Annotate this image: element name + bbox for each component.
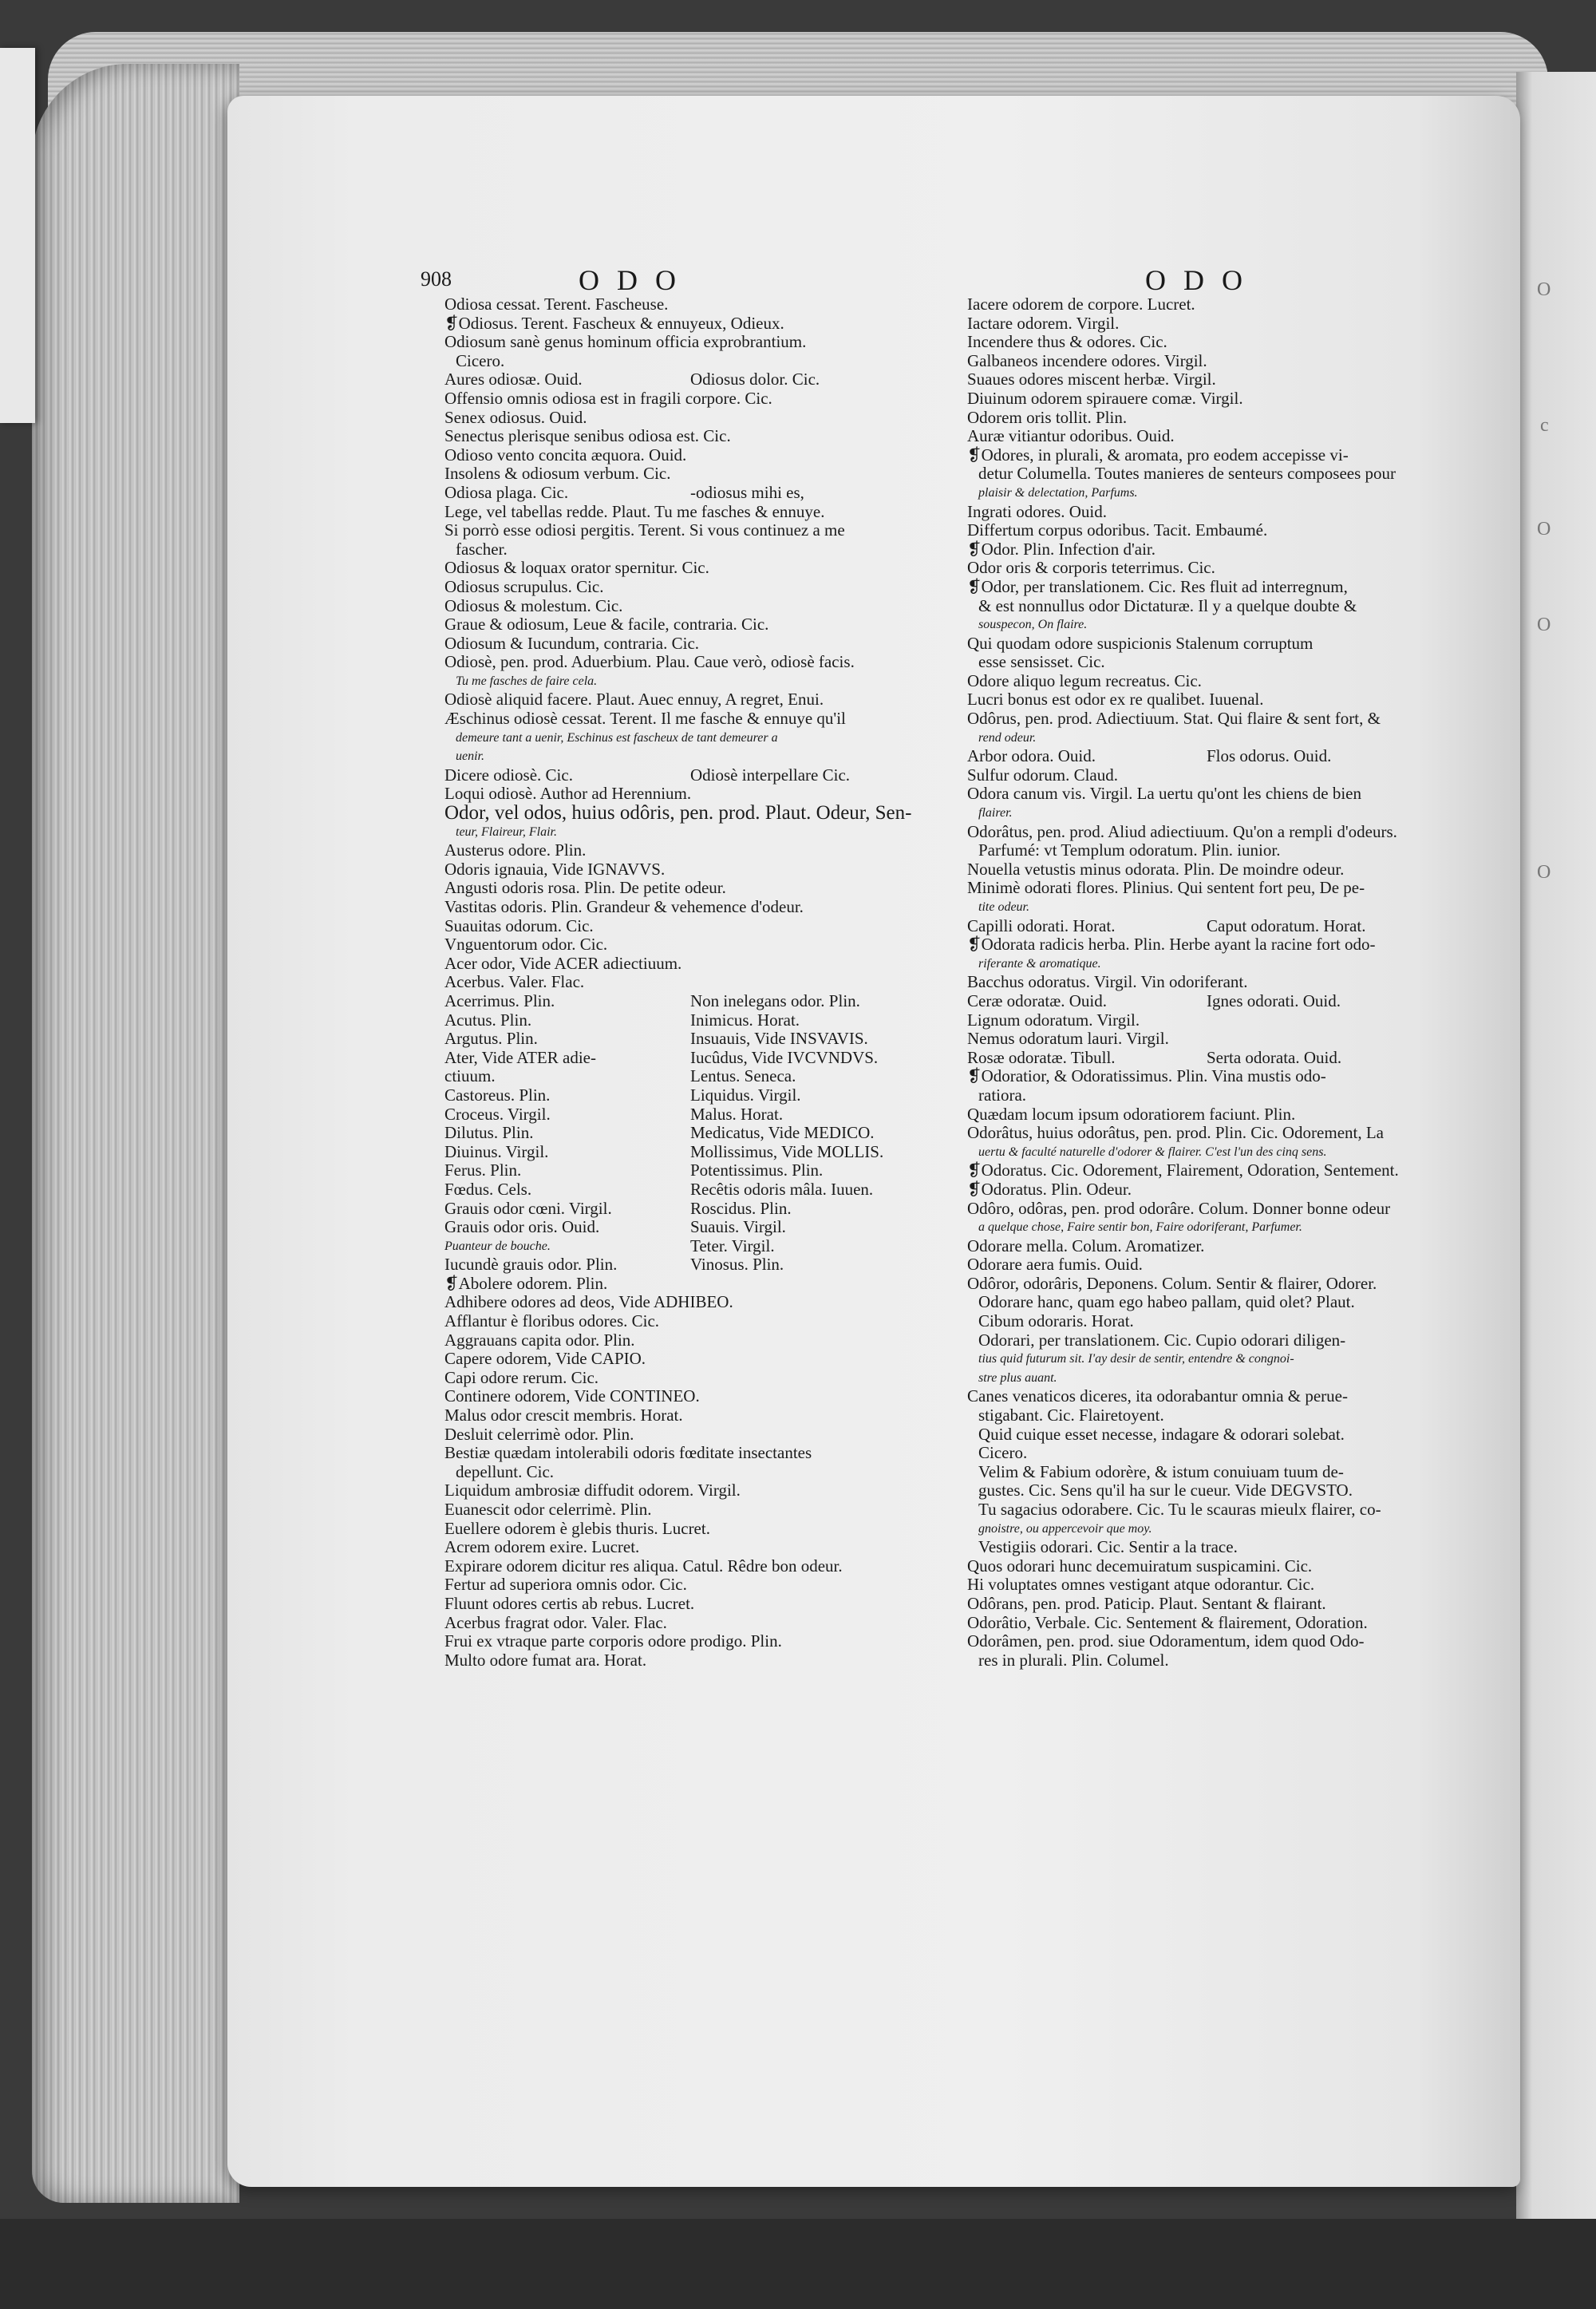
- epithet-row: [444, 1237, 923, 1256]
- entry-line: Velim & Fabium odorère, & istum conuiuam tuum de-: [978, 1461, 1344, 1481]
- entry-line: Cicero.: [456, 350, 505, 370]
- entry-line: ❡Odores, in plurali, & aromata, pro eodem accepisse vi-: [967, 445, 1349, 465]
- entry-pair: [444, 370, 923, 389]
- entry-line: Malus odor crescit membris. Horat.: [444, 1406, 683, 1425]
- entry-line: Odiosus & molestum. Cic.: [444, 595, 623, 615]
- entry-line: Austerus odore. Plin.: [444, 840, 587, 860]
- epithet: Castoreus. Plin.: [444, 1085, 551, 1105]
- entry-line: Vestigiis odorari. Cic. Sentir a la trace.: [978, 1537, 1238, 1557]
- entry-line: Odôror, odorâris, Deponens. Colum. Sentir & flairer, Odorer.: [967, 1273, 1377, 1293]
- entry-line: souspecon, On flaire.: [978, 618, 1088, 632]
- facing-letter: O: [1537, 279, 1551, 300]
- entry-text: Ceræ odoratæ. Ouid.: [967, 990, 1107, 1010]
- entry-line: Odorari, per translationem. Cic. Cupio odorari diligen-: [978, 1330, 1346, 1350]
- epithet: Recêtis odoris mâla. Iuuen.: [690, 1179, 874, 1199]
- entry-line: Odiosum & Iucundum, contraria. Cic.: [444, 633, 700, 653]
- epithet: Lentus. Seneca.: [690, 1066, 796, 1086]
- entry-line: Odiosè aliquid facere. Plaut. Auec ennuy, A regret, Enui.: [444, 690, 824, 710]
- entry-line: Minimè odorati flores. Plinius. Qui sentent fort peu, De pe-: [967, 878, 1365, 898]
- facing-page: [1516, 72, 1596, 2243]
- entry-line: Vastitas odoris. Plin. Grandeur & vehemence d'odeur.: [444, 897, 804, 916]
- facing-letter: O: [1537, 519, 1551, 540]
- entry-line: Liquidum ambrosiæ diffudit odorem. Virgil.: [444, 1481, 741, 1500]
- entry-line: Odorâtus, huius odorâtus, pen. prod. Plin. Cic. Odorement, La: [967, 1123, 1385, 1143]
- entry-line: Odor oris & corporis teterrimus. Cic.: [967, 558, 1215, 578]
- entry-line: Odiosus scrupulus. Cic.: [444, 576, 604, 596]
- entry-line: Odorare hanc, quam ego habeo pallam, quid olet? Plaut.: [978, 1292, 1355, 1312]
- left-paper-flap: [0, 48, 35, 423]
- entry-pair: [967, 747, 1454, 766]
- entry-text: Aures odiosæ. Ouid.: [444, 370, 583, 389]
- epithet: Roscidus. Plin.: [690, 1198, 792, 1218]
- entry-text: Odiosè interpellare Cic.: [690, 765, 851, 785]
- entry-line: Adhibere odores ad deos, Vide ADHIBEO.: [444, 1292, 733, 1312]
- facing-letter: O: [1537, 862, 1551, 883]
- entry-line: Auræ vitiantur odoribus. Ouid.: [967, 426, 1175, 446]
- entry-pair: [967, 917, 1454, 936]
- epithet: Dilutus. Plin.: [444, 1123, 534, 1143]
- entry-line: Odioso vento concita æquora. Ouid.: [444, 445, 687, 465]
- epithet-row: [444, 1030, 923, 1049]
- entry-line: Expirare odorem dicitur res aliqua. Catul. Rêdre bon odeur.: [444, 1556, 843, 1576]
- entry-line: Si porrò esse odiosi pergitis. Terent. Si vous continuez a me: [444, 520, 845, 540]
- background-strip: [0, 2219, 1596, 2309]
- epithet: Potentissimus. Plin.: [690, 1160, 824, 1180]
- entry-text: Arbor odora. Ouid.: [967, 746, 1096, 766]
- entry-line: Cibum odoraris. Horat.: [978, 1311, 1134, 1331]
- entry-line: Galbaneos incendere odores. Virgil.: [967, 350, 1207, 370]
- entry-line: detur Columella. Toutes manieres de senteurs composees pour: [978, 464, 1396, 484]
- entry-line: Senectus plerisque senibus odiosa est. Cic.: [444, 426, 731, 446]
- entry-text: Serta odorata. Ouid.: [1207, 1047, 1342, 1067]
- entry-line: Nemus odoratum lauri. Virgil.: [967, 1029, 1169, 1049]
- epithet: Liquidus. Virgil.: [690, 1085, 801, 1105]
- entry-line: stigabant. Cic. Flairetoyent.: [978, 1406, 1164, 1425]
- entry-line: Odiosum sanè genus hominum officia exprobrantium.: [444, 332, 807, 352]
- epithet-row: [444, 1161, 923, 1180]
- epithet: Ferus. Plin.: [444, 1160, 522, 1180]
- entry-text: Dicere odiosè. Cic.: [444, 765, 573, 785]
- epithet: Puanteur de bouche.: [444, 1239, 551, 1253]
- epithet: Medicatus, Vide MEDICO.: [690, 1123, 875, 1143]
- left-column: [444, 295, 923, 1670]
- headword-odor: Odor, vel odos, huius odôris, pen. prod. Plaut. Odeur, Sen-: [444, 802, 912, 824]
- entry-line: Acerbus fragrat odor. Valer. Flac.: [444, 1612, 667, 1632]
- entry-pair: [444, 484, 923, 503]
- entry-line: Loqui odiosè. Author ad Herennium.: [444, 784, 692, 804]
- entry-line: Vnguentorum odor. Cic.: [444, 935, 608, 955]
- entry-line: Odôro, odôras, pen. prod odorâre. Colum. Donner bonne odeur: [967, 1198, 1391, 1218]
- entry-line: Canes venaticos diceres, ita odorabantur omnia & perue-: [967, 1386, 1348, 1406]
- entry-line: Suaues odores miscent herbæ. Virgil.: [967, 370, 1216, 389]
- entry-line: Odorâtio, Verbale. Cic. Sentement & flairement, Odoration.: [967, 1612, 1368, 1632]
- running-head-left: ODO: [579, 264, 693, 296]
- entry-line: Lucri bonus est odor ex re qualibet. Iuuenal.: [967, 690, 1264, 710]
- entry-line: stre plus auant.: [978, 1370, 1057, 1385]
- epithet-row: [444, 1011, 923, 1030]
- entry-line: ❡Odoratior, & Odoratissimus. Plin. Vina mustis odo-: [967, 1066, 1326, 1086]
- epithet: Grauis odor oris. Ouid.: [444, 1217, 600, 1237]
- entry-line: Quos odorari hunc decemuiratum suspicamini. Cic.: [967, 1556, 1313, 1576]
- entry-line: uertu & faculté naturelle d'odorer & flairer. C'est l'un des cinq sens.: [978, 1145, 1327, 1159]
- entry-line: Quid cuique esset necesse, indagare & odorari solebat.: [978, 1424, 1345, 1444]
- facing-letter: O: [1537, 615, 1551, 635]
- epithet-row: [444, 1255, 923, 1275]
- entry-line: Odoris ignauia, Vide IGNAVVS.: [444, 859, 666, 879]
- epithet: Croceus. Virgil.: [444, 1104, 551, 1124]
- entry-line: Incendere thus & odores. Cic.: [967, 332, 1167, 352]
- right-column: [967, 295, 1454, 1670]
- entry-line: ❡Odor. Plin. Infection d'air.: [967, 539, 1156, 559]
- entry-line: Odore aliquo legum recreatus. Cic.: [967, 670, 1202, 690]
- entry-line: rend odeur.: [978, 730, 1037, 745]
- entry-line: Lege, vel tabellas redde. Plaut. Tu me fasches & ennuye.: [444, 501, 825, 521]
- entry-line: Nouella vetustis minus odorata. Plin. De moindre odeur.: [967, 859, 1345, 879]
- entry-line: Æschinus odiosè cessat. Terent. Il me fasche & ennuye qu'il: [444, 709, 846, 729]
- entry-line: ❡Abolere odorem. Plin.: [444, 1273, 608, 1293]
- entry-line: Bestiæ quædam intolerabili odoris fœditate insectantes: [444, 1443, 812, 1463]
- entry-line: ❡Odor, per translationem. Cic. Res fluit ad interregnum,: [967, 576, 1348, 596]
- entry-text: Caput odoratum. Horat.: [1207, 915, 1366, 935]
- epithet-row: [444, 1143, 923, 1162]
- entry-line: Fluunt odores certis ab rebus. Lucret.: [444, 1593, 695, 1613]
- entry-line: Odorâmen, pen. prod. siue Odoramentum, idem quod Odo-: [967, 1631, 1365, 1651]
- entry-line: Capere odorem, Vide CAPIO.: [444, 1349, 646, 1369]
- entry-line: flairer.: [978, 806, 1013, 820]
- entry-line: Euellere odorem è glebis thuris. Lucret.: [444, 1518, 710, 1538]
- epithet: Inimicus. Horat.: [690, 1010, 800, 1030]
- entry-line: Acrem odorem exire. Lucret.: [444, 1537, 640, 1557]
- epithet: Fœdus. Cels.: [444, 1179, 532, 1199]
- epithet-row: [444, 1180, 923, 1200]
- epithet: Argutus. Plin.: [444, 1029, 538, 1049]
- entry-line: Acerbus. Valer. Flac.: [444, 972, 585, 992]
- epithet-row: [444, 1049, 923, 1068]
- entry-line: Cicero.: [978, 1443, 1028, 1463]
- entry-line: Odôrus, pen. prod. Adiectiuum. Stat. Qui flaire & sent fort, &: [967, 709, 1381, 729]
- epithet: Diuinus. Virgil.: [444, 1141, 549, 1161]
- entry-line: Qui quodam odore suspicionis Stalenum corruptum: [967, 633, 1314, 653]
- entry-line: Diuinum odorem spirauere comæ. Virgil.: [967, 388, 1243, 408]
- entry-line: Ingrati odores. Ouid.: [967, 501, 1107, 521]
- entry-line: ❡Odoratus. Plin. Odeur.: [967, 1179, 1132, 1199]
- epithet: Suauis. Virgil.: [690, 1217, 786, 1237]
- entry-line: a quelque chose, Faire sentir bon, Faire odoriferant, Parfumer.: [978, 1220, 1302, 1235]
- entry-line: gnoistre, ou appercevoir que moy.: [978, 1521, 1152, 1536]
- entry-line: demeure tant a uenir, Eschinus est fascheux de tant demeurer a: [456, 730, 778, 745]
- entry-line: res in plurali. Plin. Columel.: [978, 1650, 1169, 1670]
- epithet: Grauis odor cœni. Virgil.: [444, 1198, 612, 1218]
- entry-line: ❡Odoratus. Cic. Odorement, Flairement, Odoration, Sentement.: [967, 1160, 1399, 1180]
- epithet: Iucundè grauis odor. Plin.: [444, 1255, 618, 1275]
- epithet: Acutus. Plin.: [444, 1010, 532, 1030]
- entry-line: ❡Odorata radicis herba. Plin. Herbe ayant la racine fort odo-: [967, 935, 1376, 955]
- epithet: Mollissimus, Vide MOLLIS.: [690, 1141, 884, 1161]
- epithet-row: [444, 992, 923, 1011]
- running-head-right: ODO: [1145, 264, 1260, 296]
- entry-line: tite odeur.: [978, 900, 1029, 914]
- entry-line: Euanescit odor celerrimè. Plin.: [444, 1500, 652, 1519]
- entry-text: -odiosus mihi es,: [690, 482, 804, 502]
- epithet: Teter. Virgil.: [690, 1236, 775, 1255]
- entry-line: Fertur ad superiora omnis odor. Cic.: [444, 1575, 687, 1595]
- entry-line: Odorare mella. Colum. Aromatizer.: [967, 1236, 1205, 1255]
- epithet: ctiuum.: [444, 1066, 496, 1086]
- entry-line: Desluit celerrimè odor. Plin.: [444, 1424, 634, 1444]
- entry-line: Offensio omnis odiosa est in fragili corpore. Cic.: [444, 388, 772, 408]
- entry-pair: [967, 1049, 1454, 1068]
- entry-line: ratiora.: [978, 1085, 1027, 1105]
- epithet: Non inelegans odor. Plin.: [690, 990, 860, 1010]
- epithet: Malus. Horat.: [690, 1104, 784, 1124]
- entry-line: depellunt. Cic.: [456, 1461, 555, 1481]
- entry-line: Odorare aera fumis. Ouid.: [967, 1255, 1143, 1275]
- epithet-row: [444, 1105, 923, 1125]
- entry-line: Iacere odorem de corpore. Lucret.: [967, 295, 1195, 314]
- entry-text: Odiosus dolor. Cic.: [690, 370, 820, 389]
- epithet-row: [444, 1124, 923, 1143]
- entry-line: Hi voluptates omnes vestigant atque odorantur. Cic.: [967, 1575, 1315, 1595]
- entry-line: & est nonnullus odor Dictaturæ. Il y a quelque doubte &: [978, 595, 1357, 615]
- entry-line: Insolens & odiosum verbum. Cic.: [444, 464, 671, 484]
- entry-line: Odorâtus, pen. prod. Aliud adiectiuum. Qu'on a rempli d'odeurs.: [967, 821, 1397, 841]
- entry-line: Iactare odorem. Virgil.: [967, 313, 1120, 333]
- entry-line: Angusti odoris rosa. Plin. De petite odeur.: [444, 878, 726, 898]
- entry-line: Suauitas odorum. Cic.: [444, 915, 594, 935]
- entry-text: Ignes odorati. Ouid.: [1207, 990, 1341, 1010]
- entry-line: Lignum odoratum. Virgil.: [967, 1010, 1140, 1030]
- entry-line: tius quid futurum sit. I'ay desir de sentir, entendre & congnoi-: [978, 1352, 1294, 1366]
- entry-line: fascher.: [456, 539, 508, 559]
- entry-line: Continere odorem, Vide CONTINEO.: [444, 1386, 700, 1406]
- entry-line: Afflantur è floribus odores. Cic.: [444, 1311, 660, 1331]
- epithet: Ater, Vide ATER adie-: [444, 1047, 596, 1067]
- entry-line: plaisir & delectation, Parfums.: [978, 485, 1138, 500]
- entry-line: Odorem oris tollit. Plin.: [967, 407, 1128, 427]
- epithet-row: [444, 1218, 923, 1237]
- entry-line: uenir.: [456, 749, 484, 764]
- entry-line: Odôrans, pen. prod. Paticip. Plaut. Sentant & flairant.: [967, 1593, 1326, 1613]
- entry-text: Flos odorus. Ouid.: [1207, 746, 1332, 766]
- epithet: Vinosus. Plin.: [690, 1255, 784, 1275]
- entry-line: Graue & odiosum, Leue & facile, contraria. Cic.: [444, 615, 769, 635]
- entry-line: Multo odore fumat ara. Horat.: [444, 1650, 647, 1670]
- entry-pair: [444, 766, 923, 785]
- entry-text: Rosæ odoratæ. Tibull.: [967, 1047, 1116, 1067]
- entry-line: Bacchus odoratus. Virgil. Vin odoriferant.: [967, 972, 1248, 992]
- entry-line: Odiosè, pen. prod. Aduerbium. Plau. Caue verò, odiosè facis.: [444, 652, 855, 672]
- epithet: Iucûdus, Vide IVCVNDVS.: [690, 1047, 879, 1067]
- entry-line: Senex odiosus. Ouid.: [444, 407, 587, 427]
- entry-line: Odiosa cessat. Terent. Fascheuse.: [444, 295, 669, 314]
- entry-text: Odiosa plaga. Cic.: [444, 482, 569, 502]
- epithet-row: [444, 1086, 923, 1105]
- page-number: 908: [421, 267, 452, 291]
- entry-pair: [967, 992, 1454, 1011]
- entry-line: Frui ex vtraque parte corporis odore prodigo. Plin.: [444, 1631, 782, 1651]
- entry-line: gustes. Cic. Sens qu'il ha sur le cueur. Vide DEGVSTO.: [978, 1481, 1353, 1500]
- entry-text: Capilli odorati. Horat.: [967, 915, 1116, 935]
- entry-line: Acer odor, Vide ACER adiectiuum.: [444, 953, 682, 973]
- entry-line: Quædam locum ipsum odoratiorem faciunt. Plin.: [967, 1104, 1296, 1124]
- epithet: Acerrimus. Plin.: [444, 990, 555, 1010]
- entry-line: Capi odore rerum. Cic.: [444, 1367, 599, 1387]
- entry-line: Odiosus & loquax orator spernitur. Cic.: [444, 558, 709, 578]
- entry-line: riferante & aromatique.: [978, 956, 1101, 971]
- entry-line: Differtum corpus odoribus. Tacit. Embaumé.: [967, 520, 1268, 540]
- entry-line: Odora canum vis. Virgil. La uertu qu'ont les chiens de bien: [967, 784, 1361, 804]
- book-page-edges: [32, 64, 239, 2203]
- epithet: Insuauis, Vide INSVAVIS.: [690, 1029, 868, 1049]
- entry-line: ❡Odiosus. Terent. Fascheux & ennuyeux, Odieux.: [444, 313, 784, 333]
- epithet-row: [444, 1067, 923, 1086]
- entry-line: Aggrauans capita odor. Plin.: [444, 1330, 635, 1350]
- entry-line: Tu sagacius odorabere. Cic. Tu le scauras mieulx flairer, co-: [978, 1500, 1381, 1519]
- entry-line: Parfumé: vt Templum odoratum. Plin. iunior.: [978, 840, 1281, 860]
- entry-line: teur, Flaireur, Flair.: [456, 824, 557, 839]
- entry-line: esse sensisset. Cic.: [978, 652, 1105, 672]
- epithet-row: [444, 1200, 923, 1219]
- entry-line: Tu me fasches de faire cela.: [456, 674, 598, 688]
- facing-letter: c: [1540, 415, 1549, 436]
- entry-line: Sulfur odorum. Claud.: [967, 765, 1118, 785]
